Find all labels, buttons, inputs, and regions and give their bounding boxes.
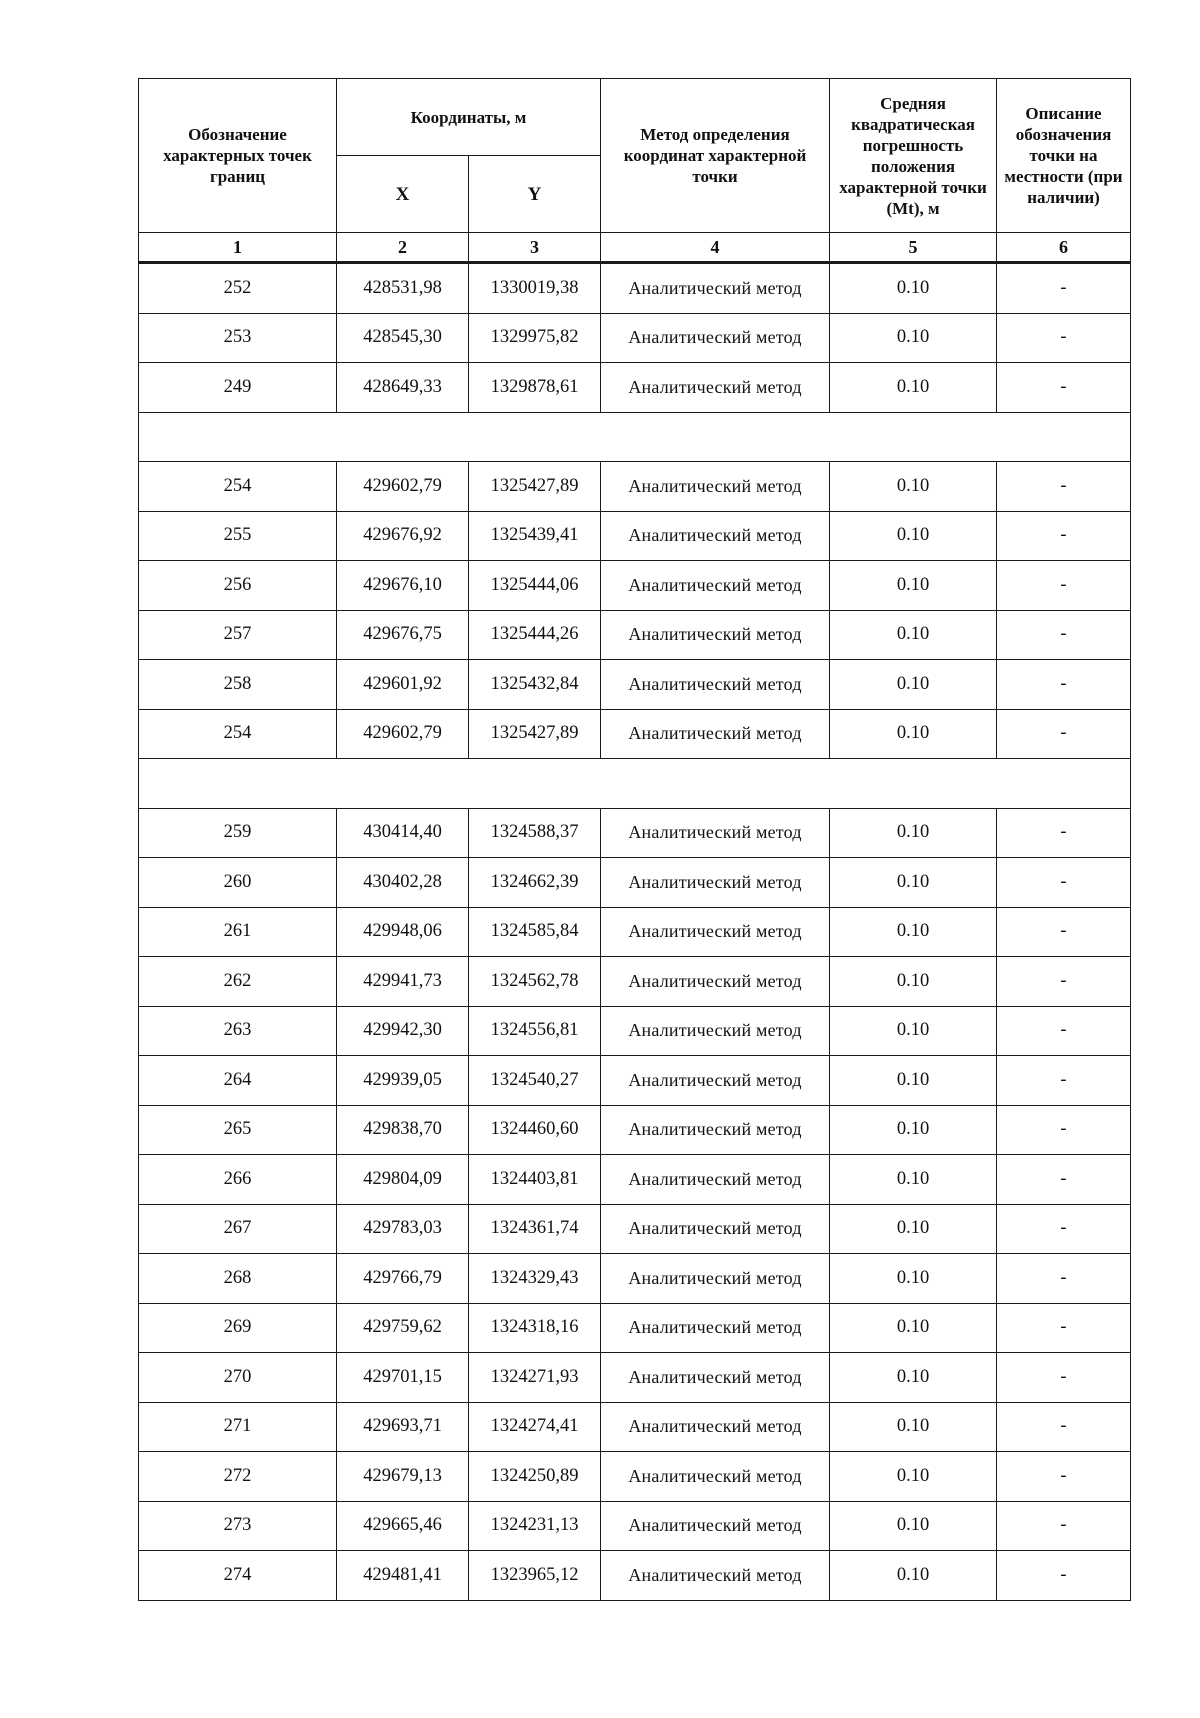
y-coordinate-cell: 1325432,84 (469, 660, 601, 710)
y-coordinate-cell: 1325444,06 (469, 561, 601, 611)
point-cell: 255 (139, 511, 337, 561)
x-coordinate-cell: 429838,70 (337, 1105, 469, 1155)
point-cell: 256 (139, 561, 337, 611)
contour-separator-row (139, 759, 1131, 809)
point-cell: 261 (139, 907, 337, 957)
table-row (139, 1056, 1131, 1106)
method-cell: Аналитический метод (601, 1006, 830, 1056)
y-coordinate-cell: 1325427,89 (469, 462, 601, 512)
error-cell: 0.10 (830, 1254, 997, 1304)
description-cell: - (997, 263, 1131, 314)
method-cell: Аналитический метод (601, 1303, 830, 1353)
table-row (139, 907, 1131, 957)
y-coordinate-cell: 1324329,43 (469, 1254, 601, 1304)
x-coordinate-cell: 429676,92 (337, 511, 469, 561)
method-cell: Аналитический метод (601, 561, 830, 611)
column-number: 6 (997, 233, 1131, 263)
description-cell: - (997, 1452, 1131, 1502)
point-cell: 266 (139, 1155, 337, 1205)
description-cell: - (997, 462, 1131, 512)
description-cell: - (997, 1204, 1131, 1254)
point-cell: 252 (139, 263, 337, 314)
point-cell: 262 (139, 957, 337, 1007)
coordinates-table (138, 78, 1131, 1601)
description-cell: - (997, 1006, 1131, 1056)
x-coordinate-cell: 429804,09 (337, 1155, 469, 1205)
error-cell: 0.10 (830, 561, 997, 611)
x-coordinate-cell: 428649,33 (337, 363, 469, 413)
table-row (139, 462, 1131, 512)
header-y: Y (469, 156, 601, 233)
point-cell: 273 (139, 1501, 337, 1551)
table-row (139, 511, 1131, 561)
description-cell: - (997, 1402, 1131, 1452)
contour-separator-row (139, 412, 1131, 462)
y-coordinate-cell: 1324556,81 (469, 1006, 601, 1056)
error-cell: 0.10 (830, 363, 997, 413)
y-coordinate-cell: 1325427,89 (469, 709, 601, 759)
description-cell: - (997, 907, 1131, 957)
point-cell: 271 (139, 1402, 337, 1452)
separator-cell (139, 412, 1131, 462)
y-coordinate-cell: 1325439,41 (469, 511, 601, 561)
column-number: 1 (139, 233, 337, 263)
description-cell: - (997, 1353, 1131, 1403)
error-cell: 0.10 (830, 1204, 997, 1254)
x-coordinate-cell: 429481,41 (337, 1551, 469, 1601)
error-cell: 0.10 (830, 907, 997, 957)
y-coordinate-cell: 1324403,81 (469, 1155, 601, 1205)
y-coordinate-cell: 1324318,16 (469, 1303, 601, 1353)
x-coordinate-cell: 429602,79 (337, 462, 469, 512)
method-cell: Аналитический метод (601, 1105, 830, 1155)
error-cell: 0.10 (830, 610, 997, 660)
x-coordinate-cell: 430402,28 (337, 858, 469, 908)
error-cell: 0.10 (830, 808, 997, 858)
point-cell: 249 (139, 363, 337, 413)
header-designation: Обозначение характерных точек границ (139, 79, 337, 233)
table-row (139, 1353, 1131, 1403)
table-row (139, 263, 1131, 314)
error-cell: 0.10 (830, 313, 997, 363)
method-cell: Аналитический метод (601, 1056, 830, 1106)
method-cell: Аналитический метод (601, 1204, 830, 1254)
error-cell: 0.10 (830, 957, 997, 1007)
x-coordinate-cell: 429602,79 (337, 709, 469, 759)
method-cell: Аналитический метод (601, 907, 830, 957)
table-body (139, 263, 1131, 1601)
table-header (139, 79, 1131, 263)
error-cell: 0.10 (830, 1402, 997, 1452)
method-cell: Аналитический метод (601, 858, 830, 908)
point-cell: 269 (139, 1303, 337, 1353)
table-row (139, 1452, 1131, 1502)
y-coordinate-cell: 1324250,89 (469, 1452, 601, 1502)
x-coordinate-cell: 429665,46 (337, 1501, 469, 1551)
table-row (139, 1402, 1131, 1452)
method-cell: Аналитический метод (601, 1155, 830, 1205)
method-cell: Аналитический метод (601, 1402, 830, 1452)
error-cell: 0.10 (830, 263, 997, 314)
method-cell: Аналитический метод (601, 1452, 830, 1502)
y-coordinate-cell: 1324662,39 (469, 858, 601, 908)
error-cell: 0.10 (830, 1551, 997, 1601)
table-row (139, 561, 1131, 611)
header-x: X (337, 156, 469, 233)
point-cell: 254 (139, 709, 337, 759)
x-coordinate-cell: 429601,92 (337, 660, 469, 710)
x-coordinate-cell: 429948,06 (337, 907, 469, 957)
description-cell: - (997, 1551, 1131, 1601)
method-cell: Аналитический метод (601, 363, 830, 413)
y-coordinate-cell: 1324361,74 (469, 1204, 601, 1254)
method-cell: Аналитический метод (601, 263, 830, 314)
x-coordinate-cell: 429759,62 (337, 1303, 469, 1353)
table-row (139, 1551, 1131, 1601)
description-cell: - (997, 1056, 1131, 1106)
description-cell: - (997, 511, 1131, 561)
description-cell: - (997, 313, 1131, 363)
description-cell: - (997, 1501, 1131, 1551)
description-cell: - (997, 660, 1131, 710)
error-cell: 0.10 (830, 1105, 997, 1155)
error-cell: 0.10 (830, 858, 997, 908)
point-cell: 267 (139, 1204, 337, 1254)
description-cell: - (997, 1105, 1131, 1155)
error-cell: 0.10 (830, 1303, 997, 1353)
y-coordinate-cell: 1324585,84 (469, 907, 601, 957)
point-cell: 260 (139, 858, 337, 908)
x-coordinate-cell: 429676,10 (337, 561, 469, 611)
description-cell: - (997, 1155, 1131, 1205)
y-coordinate-cell: 1324540,27 (469, 1056, 601, 1106)
y-coordinate-cell: 1324460,60 (469, 1105, 601, 1155)
x-coordinate-cell: 429942,30 (337, 1006, 469, 1056)
error-cell: 0.10 (830, 1452, 997, 1502)
x-coordinate-cell: 428531,98 (337, 263, 469, 314)
method-cell: Аналитический метод (601, 462, 830, 512)
y-coordinate-cell: 1324231,13 (469, 1501, 601, 1551)
error-cell: 0.10 (830, 1056, 997, 1106)
method-cell: Аналитический метод (601, 1353, 830, 1403)
y-coordinate-cell: 1324588,37 (469, 808, 601, 858)
table-row (139, 808, 1131, 858)
header-method: Метод определения координат характерной точки (601, 79, 830, 233)
method-cell: Аналитический метод (601, 511, 830, 561)
description-cell: - (997, 561, 1131, 611)
point-cell: 270 (139, 1353, 337, 1403)
method-cell: Аналитический метод (601, 610, 830, 660)
y-coordinate-cell: 1324274,41 (469, 1402, 601, 1452)
method-cell: Аналитический метод (601, 709, 830, 759)
table-row (139, 1254, 1131, 1304)
separator-cell (139, 759, 1131, 809)
x-coordinate-cell: 429783,03 (337, 1204, 469, 1254)
method-cell: Аналитический метод (601, 660, 830, 710)
method-cell: Аналитический метод (601, 1551, 830, 1601)
x-coordinate-cell: 429693,71 (337, 1402, 469, 1452)
method-cell: Аналитический метод (601, 313, 830, 363)
point-cell: 264 (139, 1056, 337, 1106)
table-row (139, 1155, 1131, 1205)
description-cell: - (997, 957, 1131, 1007)
error-cell: 0.10 (830, 1006, 997, 1056)
y-coordinate-cell: 1329878,61 (469, 363, 601, 413)
error-cell: 0.10 (830, 511, 997, 561)
point-cell: 257 (139, 610, 337, 660)
x-coordinate-cell: 428545,30 (337, 313, 469, 363)
table-row (139, 709, 1131, 759)
description-cell: - (997, 1254, 1131, 1304)
method-cell: Аналитический метод (601, 1254, 830, 1304)
table-row (139, 1204, 1131, 1254)
header-error: Средняя квадратическая погрешность положения характерной точки (Mt), м (830, 79, 997, 233)
y-coordinate-cell: 1330019,38 (469, 263, 601, 314)
description-cell: - (997, 1303, 1131, 1353)
point-cell: 263 (139, 1006, 337, 1056)
table-row (139, 660, 1131, 710)
table-row (139, 1501, 1131, 1551)
x-coordinate-cell: 429766,79 (337, 1254, 469, 1304)
column-number: 3 (469, 233, 601, 263)
table-row (139, 957, 1131, 1007)
description-cell: - (997, 709, 1131, 759)
y-coordinate-cell: 1329975,82 (469, 313, 601, 363)
point-cell: 265 (139, 1105, 337, 1155)
y-coordinate-cell: 1324271,93 (469, 1353, 601, 1403)
x-coordinate-cell: 429941,73 (337, 957, 469, 1007)
error-cell: 0.10 (830, 1155, 997, 1205)
header-description: Описание обозначения точки на местности (при наличии) (997, 79, 1131, 233)
error-cell: 0.10 (830, 660, 997, 710)
point-cell: 268 (139, 1254, 337, 1304)
y-coordinate-cell: 1324562,78 (469, 957, 601, 1007)
method-cell: Аналитический метод (601, 1501, 830, 1551)
error-cell: 0.10 (830, 462, 997, 512)
x-coordinate-cell: 429701,15 (337, 1353, 469, 1403)
point-cell: 259 (139, 808, 337, 858)
table-row (139, 610, 1131, 660)
table-row (139, 858, 1131, 908)
table-row (139, 1006, 1131, 1056)
point-cell: 272 (139, 1452, 337, 1502)
description-cell: - (997, 858, 1131, 908)
column-number: 2 (337, 233, 469, 263)
table-row (139, 1105, 1131, 1155)
description-cell: - (997, 610, 1131, 660)
point-cell: 254 (139, 462, 337, 512)
method-cell: Аналитический метод (601, 957, 830, 1007)
point-cell: 253 (139, 313, 337, 363)
header-column-numbers (139, 233, 1131, 263)
error-cell: 0.10 (830, 1353, 997, 1403)
x-coordinate-cell: 429939,05 (337, 1056, 469, 1106)
table-row (139, 313, 1131, 363)
point-cell: 274 (139, 1551, 337, 1601)
point-cell: 258 (139, 660, 337, 710)
x-coordinate-cell: 429679,13 (337, 1452, 469, 1502)
column-number: 4 (601, 233, 830, 263)
x-coordinate-cell: 430414,40 (337, 808, 469, 858)
table-row (139, 1303, 1131, 1353)
x-coordinate-cell: 429676,75 (337, 610, 469, 660)
column-number: 5 (830, 233, 997, 263)
description-cell: - (997, 808, 1131, 858)
error-cell: 0.10 (830, 1501, 997, 1551)
description-cell: - (997, 363, 1131, 413)
y-coordinate-cell: 1323965,12 (469, 1551, 601, 1601)
error-cell: 0.10 (830, 709, 997, 759)
header-coordinates: Координаты, м (337, 79, 601, 156)
y-coordinate-cell: 1325444,26 (469, 610, 601, 660)
table-row (139, 363, 1131, 413)
method-cell: Аналитический метод (601, 808, 830, 858)
